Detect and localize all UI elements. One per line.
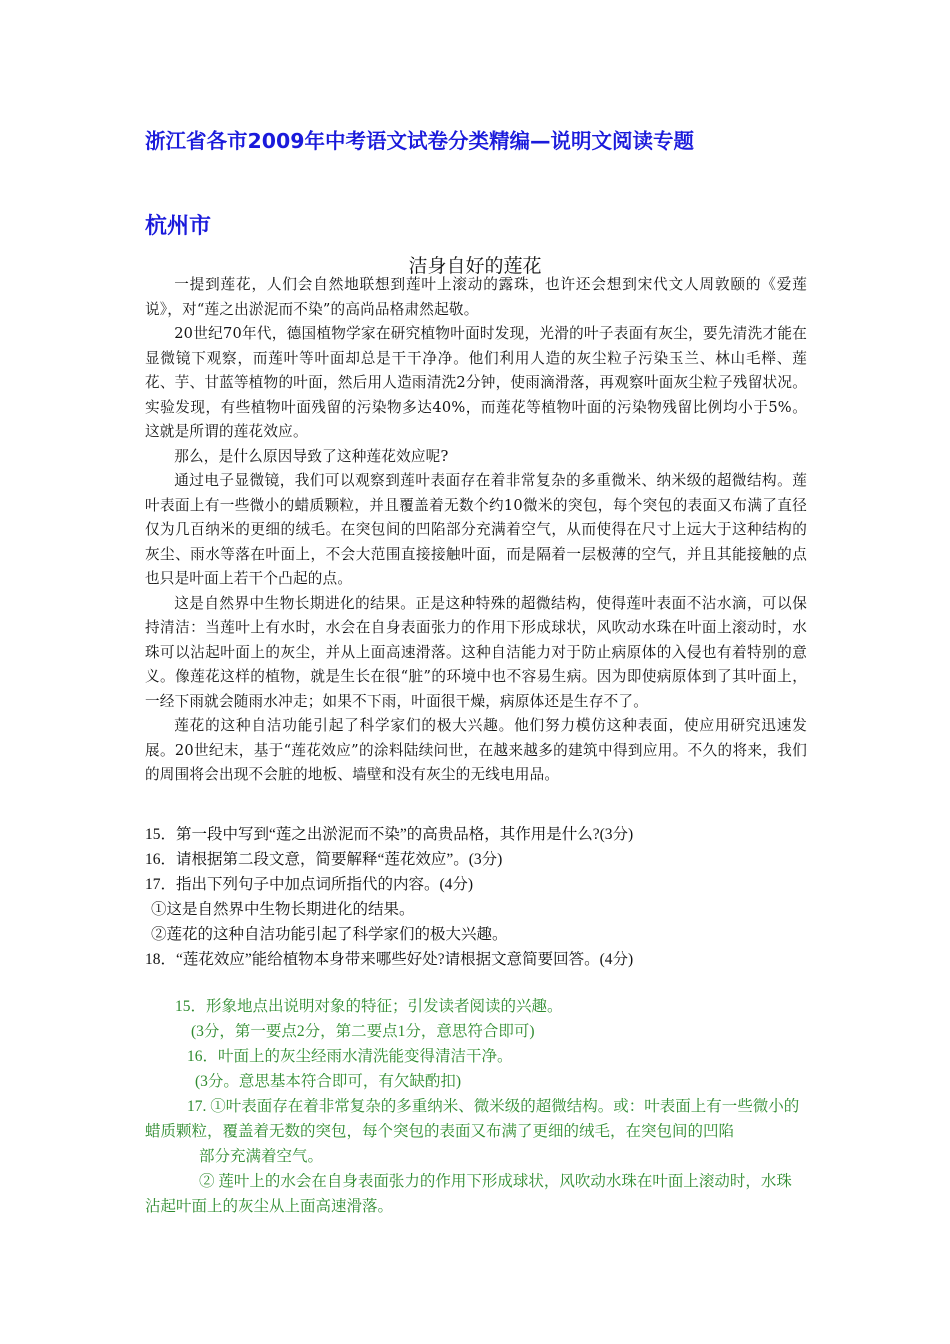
- article-paragraph: 那么，是什么原因导致了这种莲花效应呢?: [174, 447, 449, 465]
- answer-16: 16．叶面上的灰尘经雨水清洗能变得清洁干净。: [187, 1048, 513, 1065]
- question-15: 15．第一段中写到“莲之出淤泥而不染”的高贵品格，其作用是什么?(3分): [145, 826, 634, 843]
- section-heading-city: 杭州市: [145, 214, 212, 239]
- answer-17-item-1: 17. ①叶表面存在着非常复杂的多重纳米、微米级的超微结构。或：叶表面上有一些微小的蜡质颗粒，覆盖着无数的突包，每个突包的表面又布满了更细的绒毛，在突包间的凹陷: [145, 1098, 800, 1140]
- article-body: [145, 273, 807, 788]
- article-paragraph: 一提到莲花，人们会自然地联想到莲叶上滚动的露珠，也许还会想到宋代文人周敦颐的《爱莲说》，对“莲之出淤泥而不染”的高尚品格肃然起敬。: [145, 276, 807, 318]
- answer-17-item-1-continued: 部分充满着空气。: [199, 1148, 324, 1165]
- answer-16-scoring-note: (3分。意思基本符合即可，有欠缺酌扣): [195, 1073, 462, 1090]
- question-17-item-2: ②莲花的这种自洁功能引起了科学家们的极大兴趣。: [151, 926, 508, 943]
- document-title: 浙江省各市2009年中考语文试卷分类精编—说明文阅读专题: [145, 129, 695, 153]
- question-list: [145, 822, 807, 972]
- answer-15: 15．形象地点出说明对象的特征；引发读者阅读的兴趣。: [175, 998, 563, 1015]
- answer-17-item-2: ② 莲叶上的水会在自身表面张力的作用下形成球状，风吹动水珠在叶面上滚动时，水珠沾起叶面上的灰尘从上面高速滑落。: [145, 1173, 792, 1215]
- question-16: 16．请根据第二段文意，简要解释“莲花效应”。(3分): [145, 851, 503, 868]
- article-paragraph: 这是自然界中生物长期进化的结果。正是这种特殊的超微结构，使得莲叶表面不沾水滴，可以保持清洁：当莲叶上有水时，水会在自身表面张力的作用下形成球状，风吹动水珠在叶面上滚动时，水珠可以沾起叶面上的灰尘，并从上面高速滑落。这种自洁能力对于防止病原体的入侵也有着特别的意义。像莲花这样的植物，就是生长在很“脏”的环境中也不容易生病。因为即使病原体到了其叶面上，一经下雨就会随雨水冲走；如果不下雨，叶面很干燥，病原体还是生存不了。: [145, 594, 807, 710]
- article-paragraph: 莲花的这种自洁功能引起了科学家们的极大兴趣。他们努力模仿这种表面，使应用研究迅速发展。20世纪末，基于“莲花效应”的涂料陆续问世，在越来越多的建筑中得到应用。不久的将来，我们的周围将会出现不会脏的地板、墙壁和没有灰尘的无线电用品。: [145, 717, 807, 783]
- article-paragraph: 通过电子显微镜，我们可以观察到莲叶表面存在着非常复杂的多重微米、纳米级的超微结构。莲叶表面上有一些微小的蜡质颗粒，并且覆盖着无数个约10微米的突包，每个突包的表面又布满了直径仅为几百纳米的更细的绒毛。在突包间的凹陷部分充满着空气，从而使得在尺寸上远大于这种结构的灰尘、雨水等落在叶面上，不会大范围直接接触叶面，而是隔着一层极薄的空气，并且其能接触的点也只是叶面上若干个凸起的点。: [145, 472, 807, 587]
- question-17-item-1: ①这是自然界中生物长期进化的结果。: [151, 901, 415, 918]
- answer-15-scoring-note: (3分，第一要点2分，第二要点1分，意思符合即可): [191, 1023, 535, 1040]
- question-17: 17．指出下列句子中加点词所指代的内容。(4分): [145, 876, 474, 893]
- article-paragraph: 20世纪70年代，德国植物学家在研究植物叶面时发现，光滑的叶子表面有灰尘，要先清洗才能在显微镜下观察，而莲叶等叶面却总是干干净净。他们利用人造的灰尘粒子污染玉兰、林山毛榉、莲花、芋、甘蓝等植物的叶面，然后用人造雨清洗2分钟，使雨滴滑落，再观察叶面灰尘粒子残留状况。实验发现，有些植物叶面残留的污染物多达40%，而莲花等植物叶面的污染物残留比例均小于5%。这就是所谓的莲花效应。: [145, 325, 807, 440]
- article-title: 洁身自好的莲花: [408, 255, 542, 277]
- answer-key: [145, 994, 807, 1219]
- question-18: 18．“莲花效应”能给植物本身带来哪些好处?请根据文意简要回答。(4分): [145, 951, 634, 968]
